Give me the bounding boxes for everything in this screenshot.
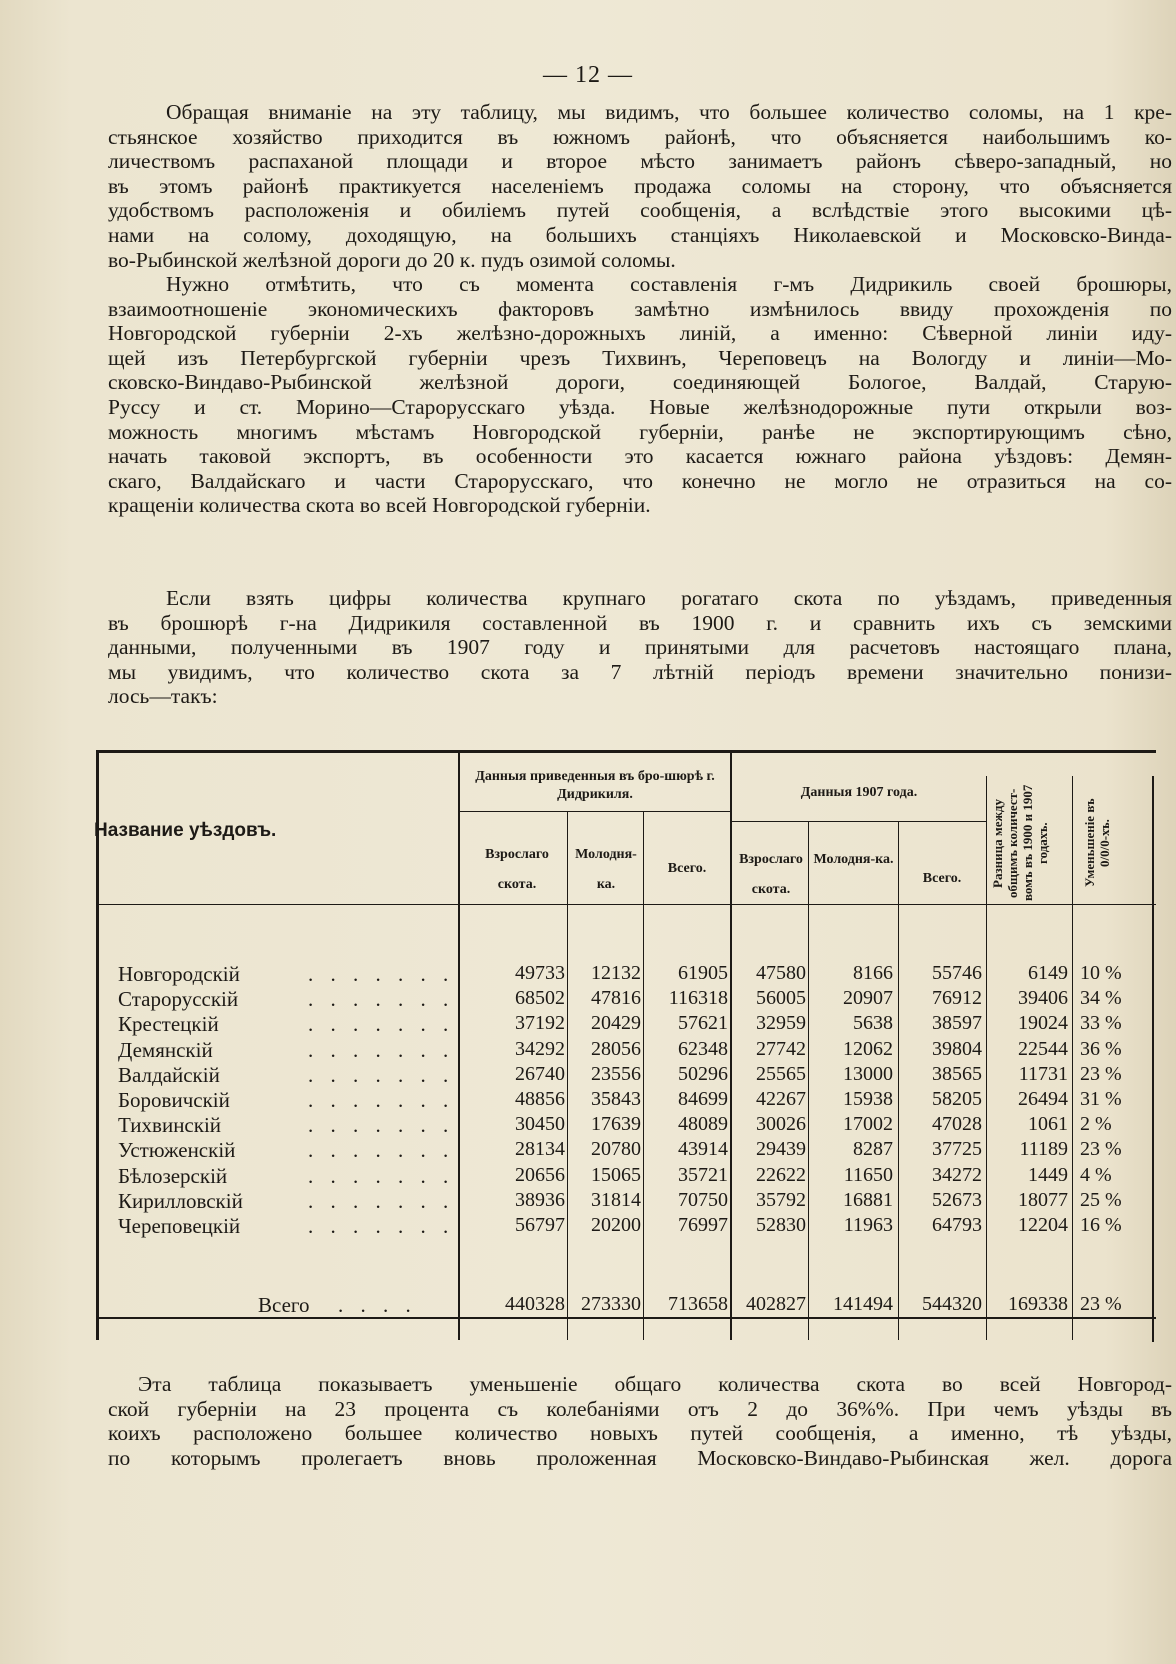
leader-dots: . . . . xyxy=(338,1293,417,1317)
text-line: Обращая вниманіе на эту таблицу, мы видимъ, что большее количество соломы, на 1 кре- xyxy=(166,100,1172,124)
leader-dots: . . . . . . . xyxy=(308,1062,455,1087)
cell-difference: 1061 xyxy=(1028,1113,1068,1136)
district-name xyxy=(118,1088,455,1113)
col-difference: Разница между общимъ количест-вомъ въ 1900 и 1907 годахъ. xyxy=(990,784,1050,902)
leader-dots: . . . . . . . xyxy=(308,1214,455,1238)
cell-young-1900: 23556 xyxy=(591,1062,641,1085)
cell-difference: 18077 xyxy=(1018,1188,1068,1211)
text-line: лось—такъ: xyxy=(108,684,218,709)
district-name xyxy=(118,1062,455,1088)
cell-young-1907: 11650 xyxy=(843,1163,893,1186)
cell-young-1907: 8166 xyxy=(853,962,893,984)
cell-total-1907: 76912 xyxy=(932,987,982,1010)
district-label: Крестецкій xyxy=(118,1012,219,1037)
col-rule xyxy=(643,812,644,1340)
cell-total-1907: 55746 xyxy=(932,962,982,984)
district-name xyxy=(118,1188,455,1214)
district-label: Череповецкій xyxy=(118,1214,241,1238)
group-1900-header: Данныя приведенныя въ бро-шюрѣ г. Дидрикиля. xyxy=(475,769,715,802)
cell-young-1900: 20429 xyxy=(591,1012,641,1035)
cell-difference: 1449 xyxy=(1028,1163,1068,1186)
cell-decrease-percent: 36 % xyxy=(1080,1037,1122,1060)
text-line: коихъ расположено большее количество новыхъ путей сообщенія, а именно, тѣ уѣзды, xyxy=(108,1421,1172,1446)
paragraph-railways xyxy=(108,272,1172,518)
cell-decrease-percent: 34 % xyxy=(1080,987,1122,1010)
text-line: удобствомъ расположенія и обиліемъ путей сообщенія, а вслѣдствіе этого высокими цѣ- xyxy=(108,198,1172,223)
cell-total-1907: 544320 xyxy=(922,1293,982,1315)
cell-total-1907: 58205 xyxy=(932,1088,982,1110)
paragraph-table-summary xyxy=(108,1372,1172,1470)
cell-adult-1907: 22622 xyxy=(756,1163,806,1186)
district-name xyxy=(118,1037,455,1063)
cell-adult-1900: 37192 xyxy=(515,1012,565,1035)
district-name xyxy=(118,1012,455,1037)
text-line: въ брошюрѣ г-на Дидрикиля составленной въ 1900 г. и сравнить ихъ съ земскими xyxy=(108,610,1172,635)
cell-young-1900: 28056 xyxy=(591,1037,641,1060)
district-label: Тихвинскій xyxy=(118,1113,222,1138)
cell-decrease-percent: 23 % xyxy=(1080,1293,1122,1315)
district-name xyxy=(118,1113,455,1138)
cell-young-1900: 20200 xyxy=(591,1214,641,1236)
col-adult-1900: Взрослаго скота. xyxy=(485,847,549,892)
text-line: данными, полученными въ 1907 году и принятыми для расчетовъ настоящаго плана, xyxy=(108,635,1172,660)
col-rule xyxy=(898,822,899,1340)
district-label: Устюженскій xyxy=(118,1138,236,1163)
text-line: въ этомъ районѣ практикуется населеніемъ продажа соломы на сторону, что объясняется xyxy=(108,173,1172,198)
cell-young-1907: 12062 xyxy=(843,1037,893,1060)
cell-decrease-percent: 25 % xyxy=(1080,1188,1122,1211)
cell-young-1907: 17002 xyxy=(843,1113,893,1136)
cell-young-1907: 8287 xyxy=(853,1138,893,1161)
cell-young-1900: 31814 xyxy=(591,1188,641,1211)
cell-adult-1907: 42267 xyxy=(756,1088,806,1110)
cell-adult-1907: 52830 xyxy=(756,1214,806,1236)
cell-young-1907: 16881 xyxy=(843,1188,893,1211)
cell-adult-1900: 38936 xyxy=(515,1188,565,1211)
cell-difference: 22544 xyxy=(1018,1037,1068,1060)
cell-total-1900: 61905 xyxy=(678,962,728,984)
col-rule xyxy=(808,822,809,1340)
cell-difference: 26494 xyxy=(1018,1088,1068,1110)
cell-young-1900: 20780 xyxy=(591,1138,641,1161)
district-name xyxy=(118,1138,455,1163)
cell-adult-1907: 30026 xyxy=(756,1113,806,1136)
district-label: Бѣлозерскій xyxy=(118,1163,228,1188)
paragraph-straw xyxy=(108,100,1172,272)
col-rule xyxy=(1072,776,1073,1340)
col-young-1907: Молодня-ка. xyxy=(813,852,894,867)
leader-dots: . . . . . . . xyxy=(308,1037,455,1062)
leader-dots: . . . . . . . xyxy=(308,1113,455,1138)
district-label: Боровичскій xyxy=(118,1088,230,1112)
cell-decrease-percent: 10 % xyxy=(1080,962,1122,984)
leader-dots: . . . . . . . xyxy=(308,987,455,1012)
district-name xyxy=(258,1293,417,1318)
cell-adult-1907: 32959 xyxy=(756,1012,806,1035)
district-name xyxy=(118,962,455,987)
cell-young-1900: 17639 xyxy=(591,1113,641,1136)
table-top-rule xyxy=(96,750,1156,753)
cell-young-1907: 5638 xyxy=(853,1012,893,1035)
district-name-header: Название уѣздовъ. xyxy=(94,820,277,841)
cell-adult-1907: 56005 xyxy=(756,987,806,1010)
cell-young-1907: 20907 xyxy=(843,987,893,1010)
district-label: Всего xyxy=(258,1293,310,1317)
cell-young-1900: 15065 xyxy=(591,1163,641,1186)
col-rule xyxy=(458,753,460,1340)
leader-dots: . . . . . . . xyxy=(308,1012,455,1037)
text-line: стьянское хозяйство приходится въ южномъ районѣ, что объясняется наибольшимъ ко- xyxy=(108,124,1172,149)
cell-decrease-percent: 33 % xyxy=(1080,1012,1122,1035)
text-line: можность многимъ мѣстамъ Новгородской губерніи, ранѣе не экспортирующимъ сѣно, xyxy=(108,419,1172,444)
cell-adult-1900: 49733 xyxy=(515,962,565,984)
text-line: Нужно отмѣтить, что съ момента составленія г-мъ Дидрикиль своей брошюры, xyxy=(166,272,1172,296)
district-name xyxy=(118,1163,455,1189)
cell-young-1900: 47816 xyxy=(591,987,641,1010)
leader-dots: . . . . . . . xyxy=(308,1163,455,1188)
cell-difference: 12204 xyxy=(1018,1214,1068,1236)
col-total-1907: Всего. xyxy=(922,871,962,886)
cell-adult-1900: 440328 xyxy=(505,1293,565,1315)
cell-total-1900: 62348 xyxy=(678,1037,728,1060)
leader-dots: . . . . . . . xyxy=(308,962,455,986)
text-line: сковско-Виндаво-Рыбинской желѣзной дороги, соединяющей Бологое, Валдай, Старую- xyxy=(108,370,1172,395)
col-rule xyxy=(567,812,568,1340)
cell-total-1907: 47028 xyxy=(932,1113,982,1136)
cell-total-1907: 38597 xyxy=(932,1012,982,1035)
group-rule xyxy=(732,821,986,822)
cell-total-1907: 52673 xyxy=(932,1188,982,1211)
cell-adult-1907: 35792 xyxy=(756,1188,806,1211)
cell-decrease-percent: 23 % xyxy=(1080,1062,1122,1085)
cell-difference: 169338 xyxy=(1008,1293,1068,1315)
cell-total-1900: 84699 xyxy=(678,1088,728,1110)
text-line: кращеніи количества скота во всей Новгородской губерніи. xyxy=(108,493,651,518)
cell-total-1900: 50296 xyxy=(678,1062,728,1085)
district-name xyxy=(118,987,455,1012)
cell-decrease-percent: 31 % xyxy=(1080,1088,1122,1110)
cell-decrease-percent: 2 % xyxy=(1080,1113,1112,1136)
district-label: Старорусскій xyxy=(118,987,239,1012)
header-bottom-rule xyxy=(96,904,1156,905)
cell-adult-1900: 26740 xyxy=(515,1062,565,1085)
group-rule xyxy=(460,811,730,812)
cell-total-1900: 35721 xyxy=(678,1163,728,1186)
cell-total-1900: 57621 xyxy=(678,1012,728,1035)
col-rule xyxy=(730,753,732,1340)
col-rule xyxy=(986,776,987,1340)
cell-total-1900: 76997 xyxy=(678,1214,728,1236)
cell-total-1900: 70750 xyxy=(678,1188,728,1211)
cell-adult-1907: 29439 xyxy=(756,1138,806,1161)
text-line: щей изъ Петербургской губерніи чрезъ Тихвинъ, Череповецъ на Вологду и линіи—Мо- xyxy=(108,345,1172,370)
cell-adult-1900: 20656 xyxy=(515,1163,565,1186)
text-line: во-Рыбинской желѣзной дороги до 20 к. пудъ озимой соломы. xyxy=(108,247,676,272)
page-number: — 12 — xyxy=(543,62,633,88)
cell-young-1907: 15938 xyxy=(843,1088,893,1110)
cell-decrease-percent: 4 % xyxy=(1080,1163,1112,1186)
cell-total-1900: 48089 xyxy=(678,1113,728,1136)
col-young-1900: Молодня-ка. xyxy=(575,847,637,892)
cell-adult-1900: 28134 xyxy=(515,1138,565,1161)
cell-total-1907: 37725 xyxy=(932,1138,982,1161)
col-decrease-percent: Уменьшеніе въ 0/0/0-хъ. xyxy=(1082,798,1112,888)
cell-difference: 39406 xyxy=(1018,987,1068,1010)
group-1907-header: Данныя 1907 года. xyxy=(800,785,918,800)
cell-young-1907: 13000 xyxy=(843,1062,893,1085)
cell-total-1907: 39804 xyxy=(932,1037,982,1060)
cell-young-1907: 141494 xyxy=(833,1293,893,1315)
col-adult-1907: Взрослаго скота. xyxy=(739,852,803,897)
cell-difference: 11189 xyxy=(1019,1138,1068,1161)
text-line: начать таковой экспортъ, въ особенности это касается южнаго района уѣздовъ: Демян- xyxy=(108,444,1172,469)
district-name xyxy=(118,1214,455,1239)
table-right-rule xyxy=(1152,776,1154,1342)
text-line: взаимоотношеніе экономическихъ факторовъ замѣтно измѣнилось ввиду прохожденія по xyxy=(108,296,1172,321)
cell-adult-1900: 68502 xyxy=(515,987,565,1010)
total-top-rule xyxy=(96,1317,1156,1319)
col-total-1900: Всего. xyxy=(667,861,707,876)
cell-decrease-percent: 23 % xyxy=(1080,1138,1122,1161)
cell-adult-1907: 47580 xyxy=(756,962,806,984)
cell-adult-1900: 34292 xyxy=(515,1037,565,1060)
leader-dots: . . . . . . . xyxy=(308,1088,455,1112)
cell-decrease-percent: 16 % xyxy=(1080,1214,1122,1236)
text-line: ской губерніи на 23 процента съ колебаніями отъ 2 до 36%%. При чемъ уѣзды въ xyxy=(108,1396,1172,1421)
cell-adult-1900: 30450 xyxy=(515,1113,565,1136)
cell-total-1907: 34272 xyxy=(932,1163,982,1186)
cell-difference: 6149 xyxy=(1028,962,1068,984)
text-line: мы увидимъ, что количество скота за 7 лѣтній періодъ времени значительно понизи- xyxy=(108,659,1172,684)
leader-dots: . . . . . . . xyxy=(308,1188,455,1213)
cell-difference: 11731 xyxy=(1018,1062,1068,1085)
cell-total-1907: 64793 xyxy=(932,1214,982,1236)
cell-young-1900: 35843 xyxy=(591,1088,641,1110)
paragraph-cattle-intro xyxy=(108,586,1172,709)
cell-difference: 19024 xyxy=(1018,1012,1068,1035)
text-line: нами на солому, доходящую, на большихъ станціяхъ Николаевской и Московско-Винда- xyxy=(108,222,1172,247)
cell-adult-1907: 27742 xyxy=(756,1037,806,1060)
cell-total-1900: 43914 xyxy=(678,1138,728,1161)
cell-adult-1907: 25565 xyxy=(756,1062,806,1085)
cell-adult-1907: 402827 xyxy=(746,1293,806,1315)
cell-young-1900: 12132 xyxy=(591,962,641,984)
text-line: личествомъ распаханой площади и второе мѣсто занимаетъ районъ сѣверо-западный, но xyxy=(108,149,1172,174)
cell-total-1900: 116318 xyxy=(668,987,728,1010)
district-label: Кирилловскій xyxy=(118,1188,243,1213)
district-label: Демянскій xyxy=(118,1037,213,1062)
cell-young-1907: 11963 xyxy=(843,1214,893,1236)
district-label: Валдайскій xyxy=(118,1062,220,1087)
leader-dots: . . . . . . . xyxy=(308,1138,455,1163)
cell-total-1900: 713658 xyxy=(668,1293,728,1315)
text-line: по которымъ пролегаетъ вновь проложенная Московско-Виндаво-Рыбинская жел. дорога xyxy=(108,1445,1172,1470)
text-line: Эта таблица показываетъ уменьшеніе общаго количества скота во всей Новгород- xyxy=(138,1372,1172,1396)
text-line: Новгородской губерніи 2-хъ желѣзно-дорожныхъ линій, а именно: Сѣверной линіи иду- xyxy=(108,321,1172,346)
cell-adult-1900: 48856 xyxy=(515,1088,565,1110)
cell-total-1907: 38565 xyxy=(932,1062,982,1085)
text-line: Если взять цифры количества крупнаго рогатаго скота по уѣздамъ, приведенныя xyxy=(166,586,1172,610)
text-line: скаго, Валдайскаго и части Старорусскаго, что конечно не могло не отразиться на со- xyxy=(108,468,1172,493)
cell-young-1900: 273330 xyxy=(581,1293,641,1315)
district-label: Новгородскій xyxy=(118,962,240,986)
cell-adult-1900: 56797 xyxy=(515,1214,565,1236)
text-line: Руссу и ст. Морино—Старорусскаго уѣзда. Новые желѣзнодорожные пути открыли воз- xyxy=(108,394,1172,419)
